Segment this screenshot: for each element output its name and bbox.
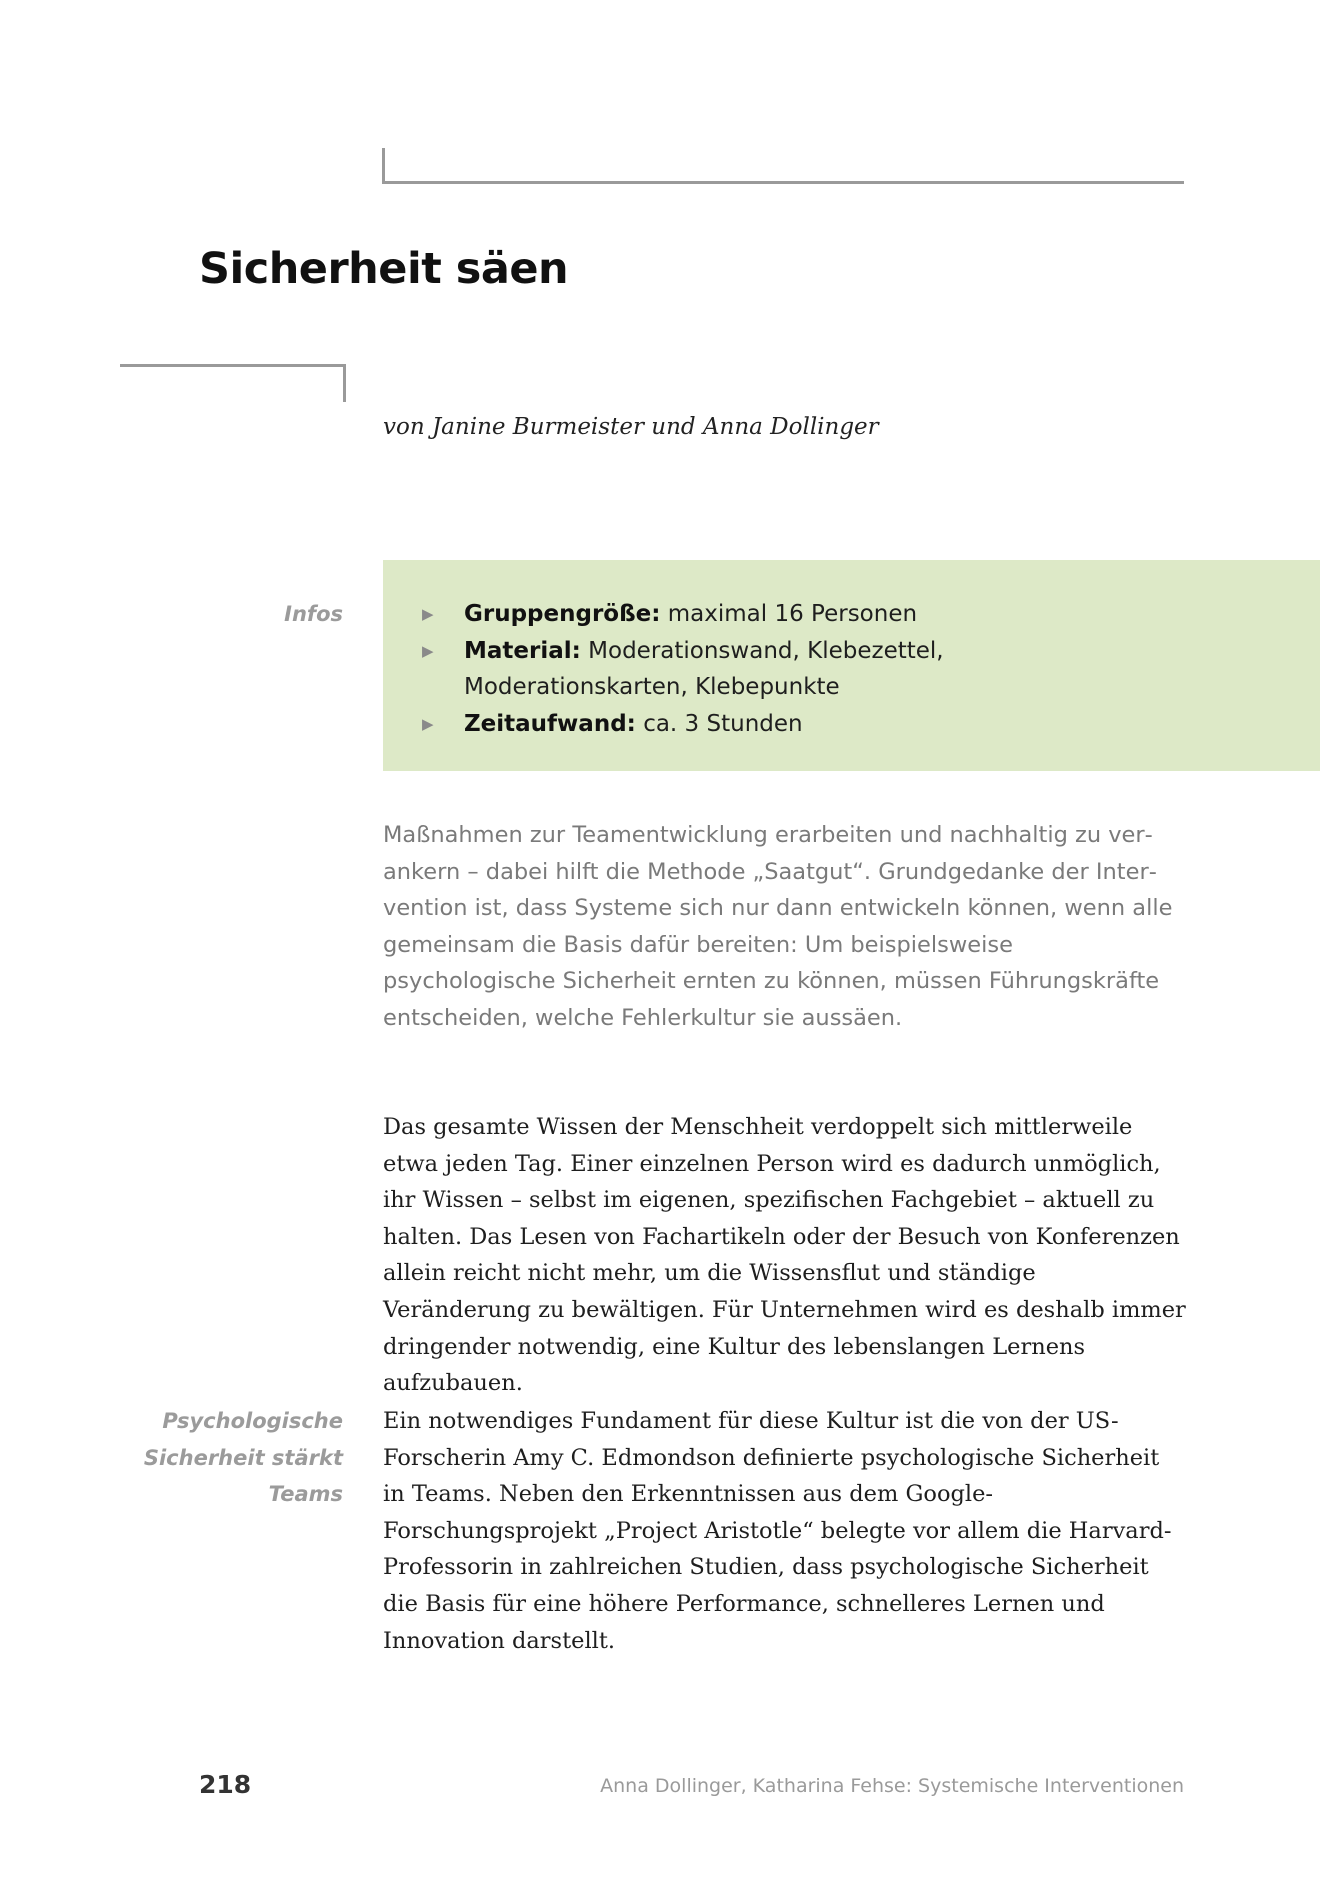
info-item-material <box>383 633 1144 706</box>
decorative-rule-top <box>382 181 1184 184</box>
decorative-rule-middle <box>120 364 346 367</box>
info-term: Material: <box>464 637 581 664</box>
margin-note: Psychologische Sicherheit stärkt Teams <box>143 1409 343 1506</box>
info-value: ca. 3 Stunden <box>643 710 803 737</box>
triangle-right-icon: ▶ <box>422 714 434 733</box>
info-box <box>383 560 1320 771</box>
infos-margin-label: Infos <box>284 602 343 626</box>
body-paragraph-1: Das gesamte Wissen der Menschheit verdoppelt sich mittlerweile etwa jeden Tag. Einer einzelnen Person wird es dadurch unmöglich, ihr Wissen – selbst im eigenen, spezifischen Fachgebiet – aktuell zu halten. Das Lesen von Fachartikeln oder der Besuch von Konferenzen allein reicht nicht mehr, um die Wissensflut und ständige Veränderung zu bewältigen. Für Unternehmen wird es deshalb immer dringender notwendig, eine Kultur des lebenslangen Lernens aufzubauen. <box>383 1114 1186 1397</box>
info-list <box>383 596 1320 742</box>
triangle-right-icon: ▶ <box>422 641 434 660</box>
page-title: Sicherheit säen <box>199 244 569 294</box>
info-value: Moderationswand, Klebezettel, Moderationskarten, Klebepunkte <box>464 637 944 700</box>
decorative-rule-top-vertical <box>382 148 385 184</box>
info-term: Gruppengröße: <box>464 601 661 627</box>
running-footer: Anna Dollinger, Katharina Fehse: Systemische Interventionen <box>600 1775 1184 1797</box>
info-item-group-size <box>383 596 1144 633</box>
info-value: maximal 16 Personen <box>667 601 918 627</box>
info-item-time <box>383 706 1144 743</box>
page-number: 218 <box>199 1770 252 1799</box>
triangle-right-icon: ▶ <box>422 605 434 623</box>
authors-line: von Janine Burmeister und Anna Dollinger <box>383 414 879 440</box>
info-term: Zeitaufwand: <box>464 710 636 737</box>
decorative-rule-middle-vertical <box>343 364 346 402</box>
abstract-paragraph: Maßnahmen zur Teamentwicklung erarbeiten und nachhaltig zu verankern – dabei hilft die Methode „Saatgut“. Grundgedanke der Intervention ist, dass Systeme sich nur dann entwickeln können, wenn alle gemeinsam die Basis dafür bereiten: Um beispielsweise psychologische Sicherheit ernten zu können, müssen Führungskräfte entscheiden, welche Fehlerkultur sie aussäen. <box>383 822 1173 1031</box>
body-paragraph-2: Ein notwendiges Fundament für diese Kultur ist die von der US-Forscherin Amy C. Edmondson definierte psychologische Sicherheit in Teams. Neben den Erkenntnissen aus dem Google-Forschungsprojekt „Project Aristotle“ belegte vor allem die Harvard-Professorin in zahlreichen Studien, dass psychologische Sicherheit die Basis für eine höhere Performance, schnelleres Lernen und Innovation darstellt. <box>383 1408 1172 1654</box>
